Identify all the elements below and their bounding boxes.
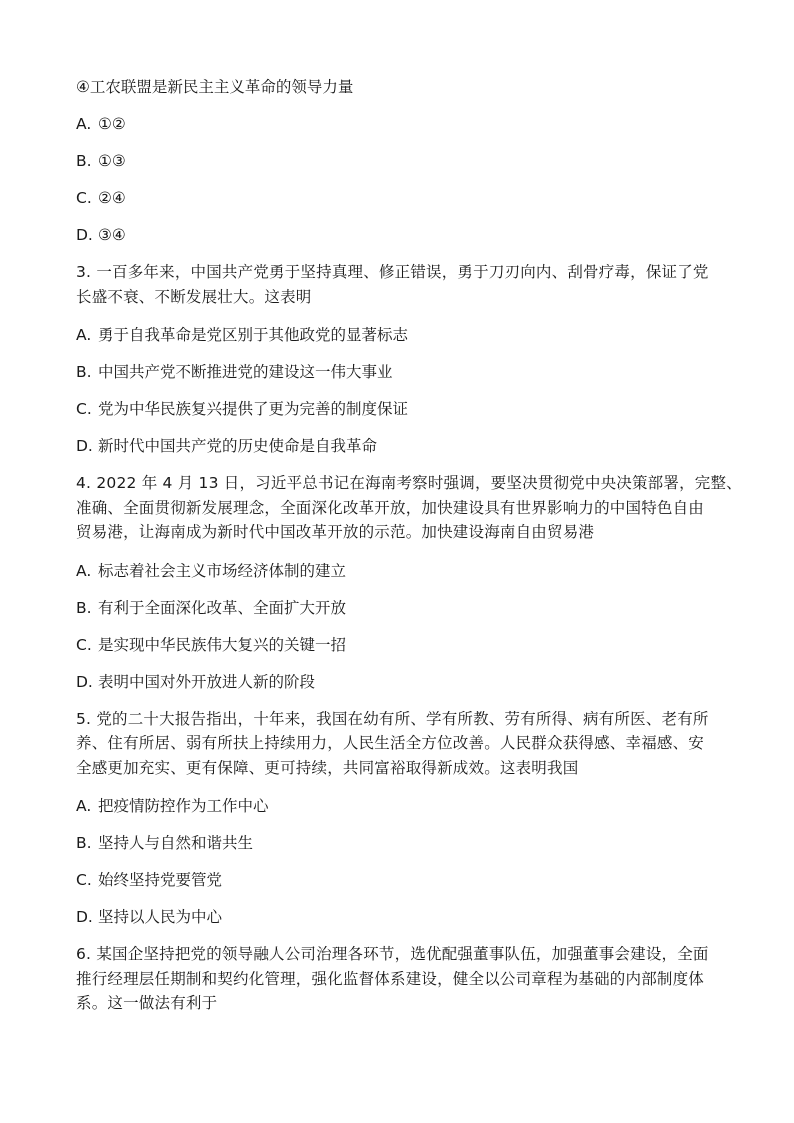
question-5 [76, 707, 728, 929]
intro-options [76, 113, 728, 246]
option-letter: C. [76, 189, 92, 207]
option-text: ②④ [98, 189, 126, 207]
option-text: ③④ [98, 226, 126, 244]
question-line: 准确、全面贯彻新发展理念，全面深化改革开放，加快建设具有世界影响力的中国特色自由 [76, 498, 705, 517]
option-text: ①③ [98, 152, 126, 170]
option-text: 始终坚持党要管党 [98, 871, 223, 889]
option-text: 有利于全面深化改革、全面扩大开放 [98, 598, 347, 617]
option-letter: A. [76, 561, 92, 580]
option-text: 把疫情防控作为工作中心 [98, 797, 269, 815]
option-text: 勇于自我革命是党区别于其他政党的显著标志 [98, 326, 409, 344]
option-letter: C. [76, 635, 92, 654]
option-text: 坚持人与自然和谐共生 [98, 834, 254, 852]
question-line: 推行经理层任期制和契约化管理，强化监督体系建设，健全以公司章程为基础的内部制度体 [76, 969, 705, 988]
option-letter: B. [76, 598, 92, 617]
option-letter: D. [76, 437, 93, 455]
option-a [76, 560, 728, 582]
question-stem [76, 942, 728, 1016]
option-letter: B. [76, 152, 92, 170]
question-line: 养、住有所居、弱有所扶上持续用力，人民生活全方位改善。人民群众获得感、幸福感、安 [76, 734, 705, 752]
option-c [76, 634, 728, 656]
option-text: 表明中国对外开放进人新的阶段 [98, 672, 316, 691]
question-line: 3. 一百多年来，中国共产党勇于坚持真理、修正错误，勇于刀刃向内、刮骨疗毒，保证了党 [76, 263, 709, 281]
option-a [76, 113, 728, 135]
option-b [76, 597, 728, 619]
question-stem [76, 707, 728, 781]
option-letter: B. [76, 363, 92, 381]
option-letter: B. [76, 834, 92, 852]
option-letter: D. [76, 908, 93, 926]
question-3 [76, 260, 728, 457]
option-text: 坚持以人民为中心 [98, 908, 223, 926]
option-text: ①② [98, 115, 126, 133]
option-text: 标志着社会主义市场经济体制的建立 [98, 561, 347, 580]
option-b [76, 832, 728, 854]
question-stem [76, 471, 742, 545]
option-a [76, 795, 728, 817]
option-letter: A. [76, 115, 92, 133]
intro-statement: ④工农联盟是新民主主义革命的领导力量 [76, 78, 354, 96]
question-6 [76, 942, 728, 1016]
option-a [76, 324, 728, 346]
question-line: 5. 党的二十大报告指出，十年来，我国在幼有所、学有所教、劳有所得、病有所医、老有所 [76, 709, 709, 728]
option-letter: C. [76, 400, 92, 418]
option-c [76, 187, 728, 209]
option-d [76, 435, 728, 457]
question-line: 长盛不衰、不断发展壮大。这表明 [76, 287, 312, 306]
option-c [76, 869, 728, 891]
option-text: 中国共产党不断推进党的建设这一伟大事业 [98, 363, 393, 381]
option-d [76, 906, 728, 928]
option-b [76, 361, 728, 383]
option-text: 是实现中华民族伟大复兴的关键一招 [98, 635, 347, 654]
question-line: 6. 某国企坚持把党的领导融人公司治理各环节，选优配强董事队伍，加强董事会建设，全面 [76, 945, 709, 963]
option-b [76, 150, 728, 172]
option-text: 党为中华民族复兴提供了更为完善的制度保证 [98, 400, 409, 418]
question-line: 贸易港，让海南成为新时代中国改革开放的示范。加快建设海南自由贸易港 [76, 523, 595, 541]
option-letter: C. [76, 871, 92, 889]
option-d [76, 671, 728, 693]
option-letter: A. [76, 326, 92, 344]
question-line: 系。这一做法有利于 [76, 994, 218, 1012]
option-letter: D. [76, 226, 93, 244]
question-stem [76, 260, 728, 309]
option-letter: D. [76, 672, 93, 691]
option-text: 新时代中国共产党的历史使命是自我革命 [98, 437, 378, 455]
question-line: 4. 2022 年 4 月 13 日，习近平总书记在海南考察时强调，要坚决贯彻党中央决策部署，完整、 [76, 474, 742, 492]
option-d [76, 224, 728, 246]
option-letter: A. [76, 797, 92, 815]
question-line: 全感更加充实、更有保障、更可持续，共同富裕取得新成效。这表明我国 [76, 758, 579, 777]
question-4 [76, 471, 742, 693]
option-c [76, 398, 728, 420]
